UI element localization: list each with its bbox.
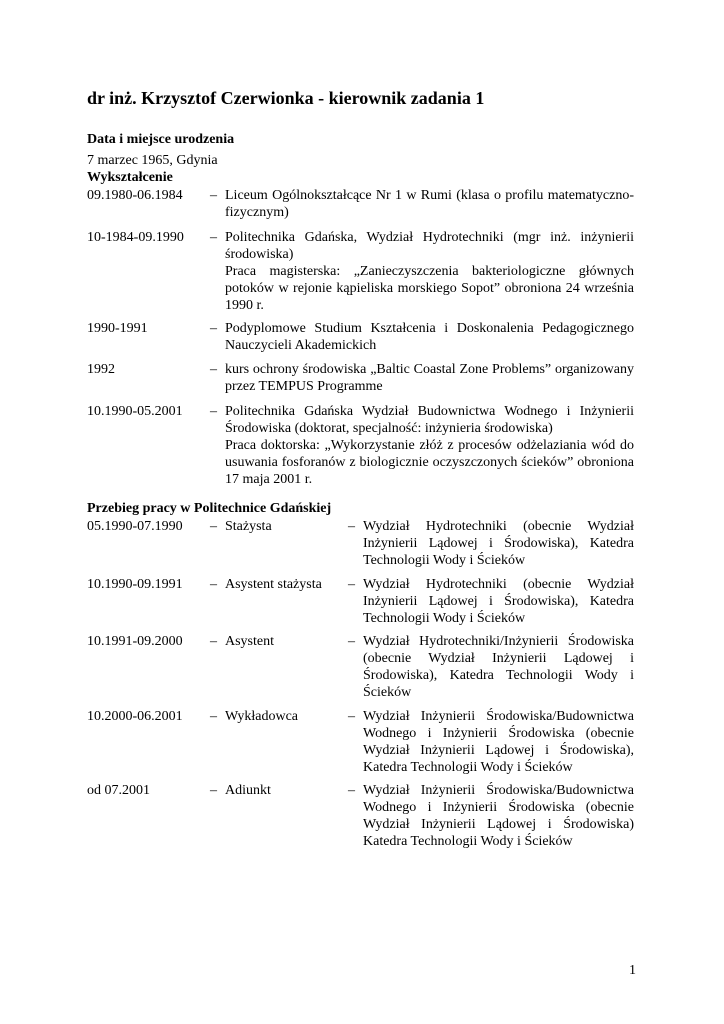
- education-date: 10-1984-09.1990: [87, 230, 184, 245]
- work-date: 05.1990-07.1990: [87, 519, 183, 534]
- birth-heading: Data i miejsce urodzenia: [87, 132, 235, 147]
- dash: –: [210, 188, 217, 203]
- dash: –: [210, 362, 217, 377]
- work-item: [87, 782, 634, 850]
- dash: –: [348, 577, 355, 592]
- education-text: Liceum Ogólnokształcące Nr 1 w Rumi (klasa o profilu matematyczno-fizycznym): [225, 188, 634, 220]
- dash: –: [348, 519, 355, 534]
- dash: –: [210, 783, 217, 798]
- education-item: [87, 361, 634, 395]
- dash: –: [210, 577, 217, 592]
- page-title: dr inż. Krzysztof Czerwionka - kierownik zadania 1: [87, 88, 485, 108]
- education-item: [87, 187, 634, 221]
- work-date: 10.2000-06.2001: [87, 709, 183, 724]
- birth-value: 7 marzec 1965, Gdynia: [87, 153, 218, 168]
- education-text: kurs ochrony środowiska „Baltic Coastal Zone Problems” organizowany przez TEMPUS Programme: [225, 362, 634, 394]
- work-date: 10.1990-09.1991: [87, 577, 183, 592]
- education-item: [87, 229, 634, 314]
- education-thesis: Praca magisterska: „Zanieczyszczenia bakteriologiczne głównych potoków w rejonie kąpieliska morskiego Sopot” obroniona 24 września 1990 r.: [225, 264, 634, 313]
- work-position: Wykładowca: [225, 709, 299, 724]
- dash: –: [210, 404, 217, 419]
- work-position: Stażysta: [225, 519, 272, 534]
- work-position: Asystent stażysta: [225, 577, 322, 592]
- education-date: 09.1980-06.1984: [87, 188, 183, 203]
- work-text: Wydział Hydrotechniki (obecnie Wydział Inżynierii Lądowej i Środowiska), Katedra Technologii Wody i Ścieków: [363, 519, 634, 568]
- dash: –: [210, 634, 217, 649]
- education-date: 1992: [87, 362, 115, 377]
- dash: –: [348, 634, 355, 649]
- birth-section: [87, 131, 634, 186]
- education-date: 1990-1991: [87, 321, 148, 336]
- dash: –: [210, 709, 217, 724]
- education-text: Politechnika Gdańska Wydział Budownictwa Wodnego i Inżynierii Środowiska (doktorat, specjalność: inżynieria środowiska): [225, 404, 634, 436]
- dash: –: [210, 230, 217, 245]
- work-text: Wydział Hydrotechniki/Inżynierii Środowiska (obecnie Wydział Inżynierii Lądowej i Środowiska), Katedra Technologii Wody i Ścieków: [363, 634, 634, 700]
- education-item: [87, 403, 634, 488]
- work-item: [87, 518, 634, 569]
- education-thesis: Praca doktorska: „Wykorzystanie złóż z procesów odżelaziania wód do usuwania fosforanów z biologicznie oczyszczonych ścieków” obroniona 17 maja 2001 r.: [225, 438, 634, 487]
- education-heading: Wykształcenie: [87, 170, 173, 185]
- work-position: Asystent: [225, 634, 274, 649]
- education-text: Podyplomowe Studium Kształcenia i Doskonalenia Pedagogicznego Nauczycieli Akademickich: [225, 321, 634, 353]
- dash: –: [210, 321, 217, 336]
- work-text: Wydział Inżynierii Środowiska/Budownictwa Wodnego i Inżynierii Środowiska (obecnie Wydział Inżynierii Lądowej i Środowiska) Katedra Technologii Wody i Ścieków: [363, 783, 634, 849]
- education-item: [87, 320, 634, 354]
- work-position: Adiunkt: [225, 783, 271, 798]
- work-item: [87, 633, 634, 701]
- work-date: od 07.2001: [87, 783, 150, 798]
- work-heading: Przebieg pracy w Politechnice Gdańskiej: [87, 501, 332, 516]
- work-item: [87, 576, 634, 627]
- work-date: 10.1991-09.2000: [87, 634, 183, 649]
- education-text: Politechnika Gdańska, Wydział Hydrotechniki (mgr inż. inżynierii środowiska): [225, 230, 634, 262]
- dash: –: [348, 709, 355, 724]
- work-text: Wydział Inżynierii Środowiska/Budownictwa Wodnego i Inżynierii Środowiska (obecnie Wydział Inżynierii Lądowej i Środowiska), Katedra Technologii Wody i Ścieków: [363, 709, 634, 775]
- education-date: 10.1990-05.2001: [87, 404, 183, 419]
- work-text: Wydział Hydrotechniki (obecnie Wydział Inżynierii Lądowej i Środowiska), Katedra Technologii Wody i Ścieków: [363, 577, 634, 626]
- work-item: [87, 708, 634, 776]
- dash: –: [210, 519, 217, 534]
- dash: –: [348, 783, 355, 798]
- page-number: 1: [629, 963, 636, 978]
